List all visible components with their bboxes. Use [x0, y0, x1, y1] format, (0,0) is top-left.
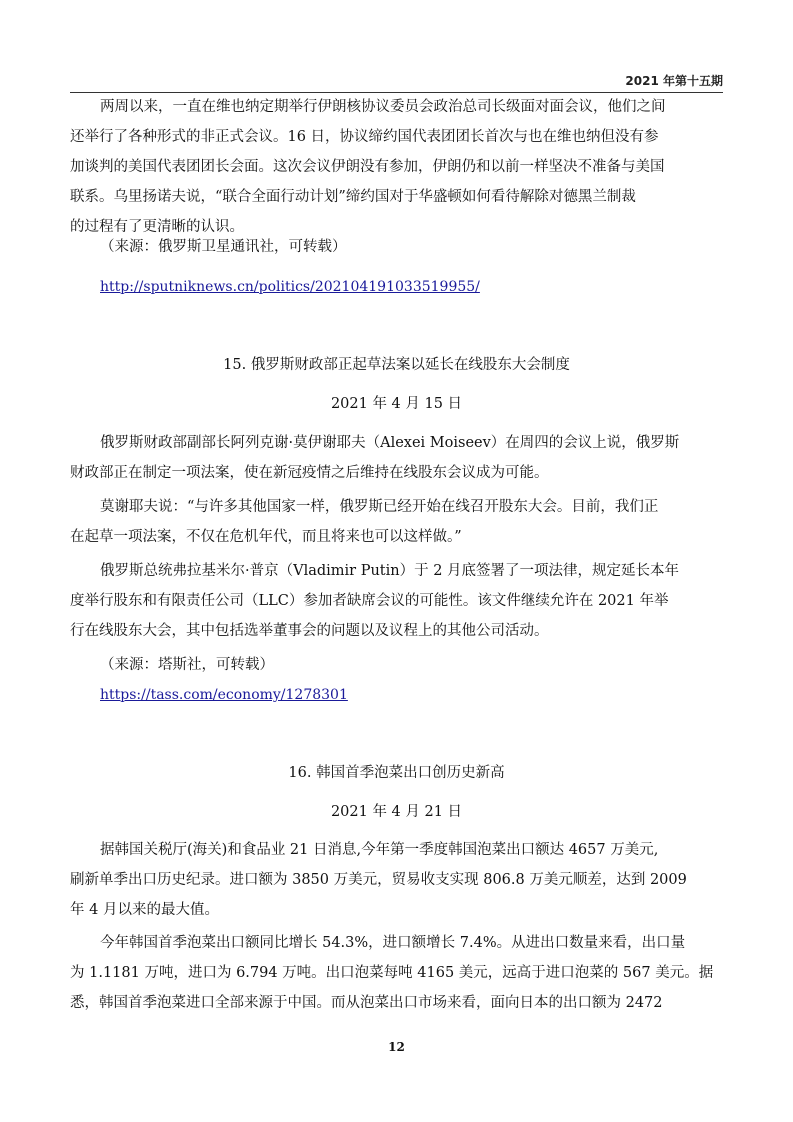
article-paragraph: [70, 835, 723, 925]
paragraph-line: 还举行了各种形式的非正式会议。16 日，协议缔约国代表团团长首次与也在维也纳但没有参: [70, 129, 659, 145]
article-paragraph: [70, 492, 723, 552]
source-link[interactable]: http://sputniknews.cn/politics/202104191033519955/: [100, 279, 480, 295]
article-paragraph: [70, 556, 723, 646]
paragraph-line: 在起草一项法案，不仅在危机年代，而且将来也可以这样做。”: [70, 529, 462, 545]
paragraph-line: 度举行股东和有限责任公司（LLC）参加者缺席会议的可能性。该文件继续允许在 2021 年举: [70, 593, 669, 609]
article-title: 15. 俄罗斯财政部正起草法案以延长在线股东大会制度: [223, 357, 570, 373]
page-number: 12: [388, 1040, 405, 1054]
paragraph-line: 加谈判的美国代表团团长会面。这次会议伊朗没有参加，伊朗仍和以前一样坚决不准备与美国: [70, 159, 665, 175]
paragraph-line: 行在线股东大会，其中包括选举董事会的问题以及议程上的其他公司活动。: [70, 623, 549, 639]
paragraph-line: 今年韩国首季泡菜出口额同比增长 54.3%，进口额增长 7.4%。从进出口数量来看，出口量: [100, 935, 686, 951]
article-date: 2021 年 4 月 15 日: [330, 396, 463, 412]
paragraph-line: 俄罗斯总统弗拉基米尔·普京（Vladimir Putin）于 2 月底签署了一项法律，规定延长本年: [100, 563, 680, 579]
paragraph-line: 年 4 月以来的最大值。: [70, 902, 219, 918]
article-date: 2021 年 4 月 21 日: [330, 804, 463, 820]
paragraph-line: 联系。乌里扬诺夫说，“联合全面行动计划”缔约国对于华盛顿如何看待解除对德黑兰制裁: [70, 189, 636, 205]
source-note: （来源：俄罗斯卫星通讯社，可转载）: [100, 239, 347, 255]
article-paragraph: [70, 428, 723, 488]
paragraph-line: 莫谢耶夫说：“与许多其他国家一样，俄罗斯已经开始在线召开股东大会。目前，我们正: [100, 499, 659, 515]
paragraph-line: 据韩国关税厅(海关)和食品业 21 日消息,今年第一季度韩国泡菜出口额达 4657 万美元,: [100, 842, 659, 858]
prev-paragraph: [70, 92, 723, 242]
paragraph-line: 为 1.1181 万吨，进口为 6.794 万吨。出口泡菜每吨 4165 美元，远高于进口泡菜的 567 美元。据: [70, 965, 714, 981]
article-title: 16. 韩国首季泡菜出口创历史新高: [288, 765, 505, 781]
paragraph-line: 财政部正在制定一项法案，使在新冠疫情之后维持在线股东会议成为可能。: [70, 465, 549, 481]
paragraph-line: 的过程有了更清晰的认识。: [70, 219, 244, 235]
paragraph-line: 刷新单季出口历史纪录。进口额为 3850 万美元，贸易收支实现 806.8 万美元顺差，达到 2009: [70, 872, 687, 888]
source-link[interactable]: https://tass.com/economy/1278301: [100, 687, 348, 703]
issue-header: 2021 年第十五期: [625, 74, 723, 88]
paragraph-line: 俄罗斯财政部副部长阿列克谢·莫伊谢耶夫（Alexei Moiseev）在周四的会议上说，俄罗斯: [100, 435, 680, 451]
source-note: （来源：塔斯社，可转载）: [100, 657, 274, 673]
article-paragraph: [70, 928, 723, 1018]
paragraph-line: 两周以来，一直在维也纳定期举行伊朗核协议委员会政治总司长级面对面会议，他们之间: [100, 99, 666, 115]
paragraph-line: 悉，韩国首季泡菜进口全部来源于中国。而从泡菜出口市场来看，面向日本的出口额为 2472: [70, 995, 663, 1011]
